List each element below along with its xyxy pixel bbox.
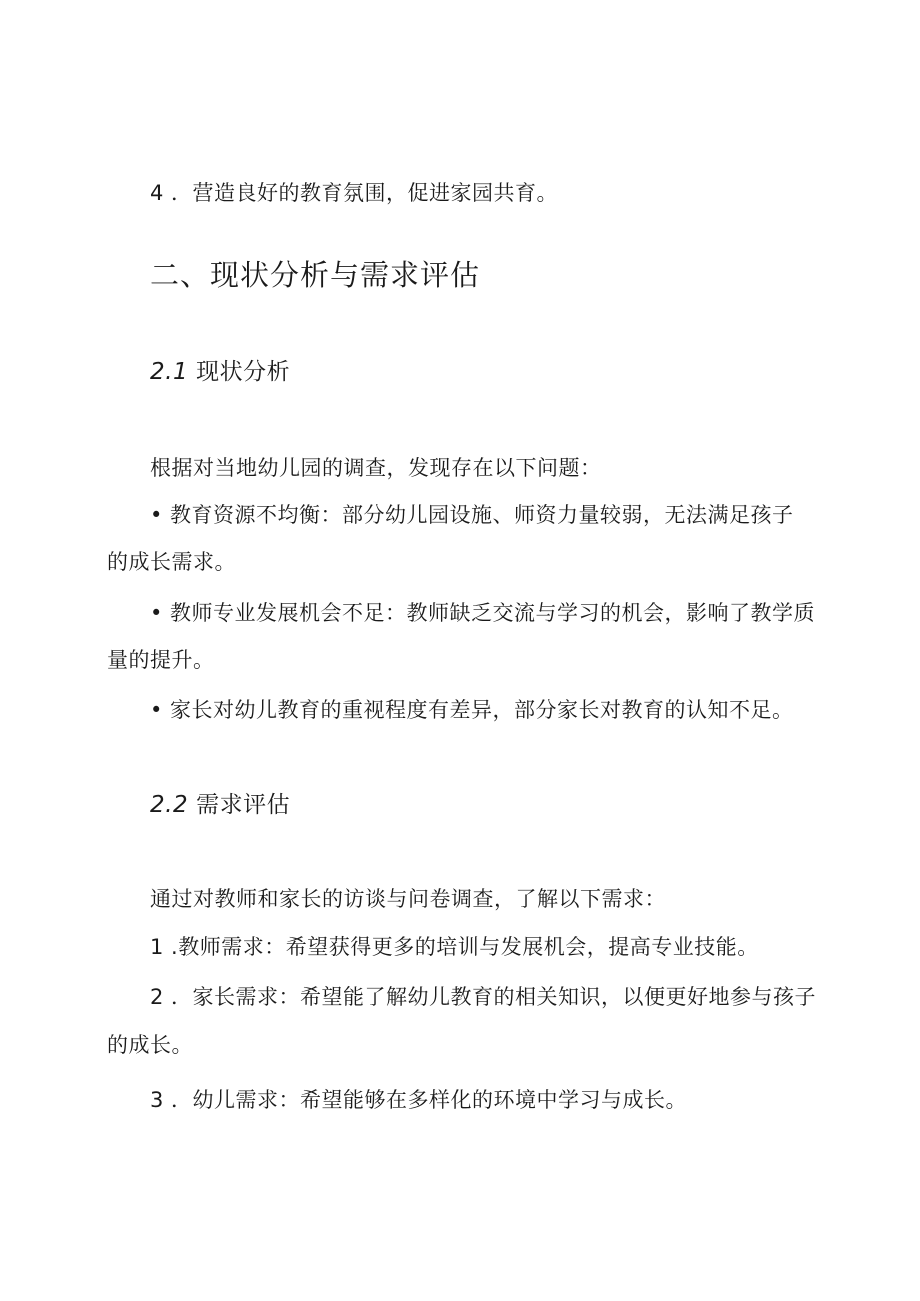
bullet-item-1-line-1: • 教育资源不均衡：部分幼儿园设施、师资力量较弱，无法满足孩子 [150,503,794,527]
need-item-2-line-1: 2 ．家长需求：希望能了解幼儿教育的相关知识，以便更好地参与孩子 [150,985,817,1009]
section-heading-2: 二、现状分析与需求评估 [150,258,481,292]
subsection-number: 2.2 [150,792,189,818]
paragraph-intro-2-2: 通过对教师和家长的访谈与问卷调查，了解以下需求： [150,887,666,911]
bullet-item-2-line-1: • 教师专业发展机会不足：教师缺乏交流与学习的机会，影响了教学质 [150,601,816,625]
bullet-item-1-line-2: 的成长需求。 [107,550,236,574]
need-item-2-line-2: 的成长。 [107,1033,193,1057]
subsection-title: 需求评估 [196,792,291,818]
subsection-title: 现状分析 [196,359,291,385]
subsection-heading-2-2 [150,789,290,821]
need-item-3: 3 ．幼儿需求：希望能够在多样化的环境中学习与成长。 [150,1088,688,1112]
bullet-item-3: • 家长对幼儿教育的重视程度有差异，部分家长对教育的认知不足。 [150,698,794,722]
subsection-number: 2.1 [150,359,189,385]
bullet-item-2-line-2: 量的提升。 [107,648,215,672]
need-item-1: 1 .教师需求：希望获得更多的培训与发展机会，提高专业技能。 [150,935,759,959]
paragraph-intro-2-1: 根据对当地幼儿园的调查，发现存在以下问题： [150,456,602,480]
subsection-heading-2-1 [150,356,290,388]
goal-item-4: 4 ．营造良好的教育氛围，促进家园共育。 [150,181,559,205]
